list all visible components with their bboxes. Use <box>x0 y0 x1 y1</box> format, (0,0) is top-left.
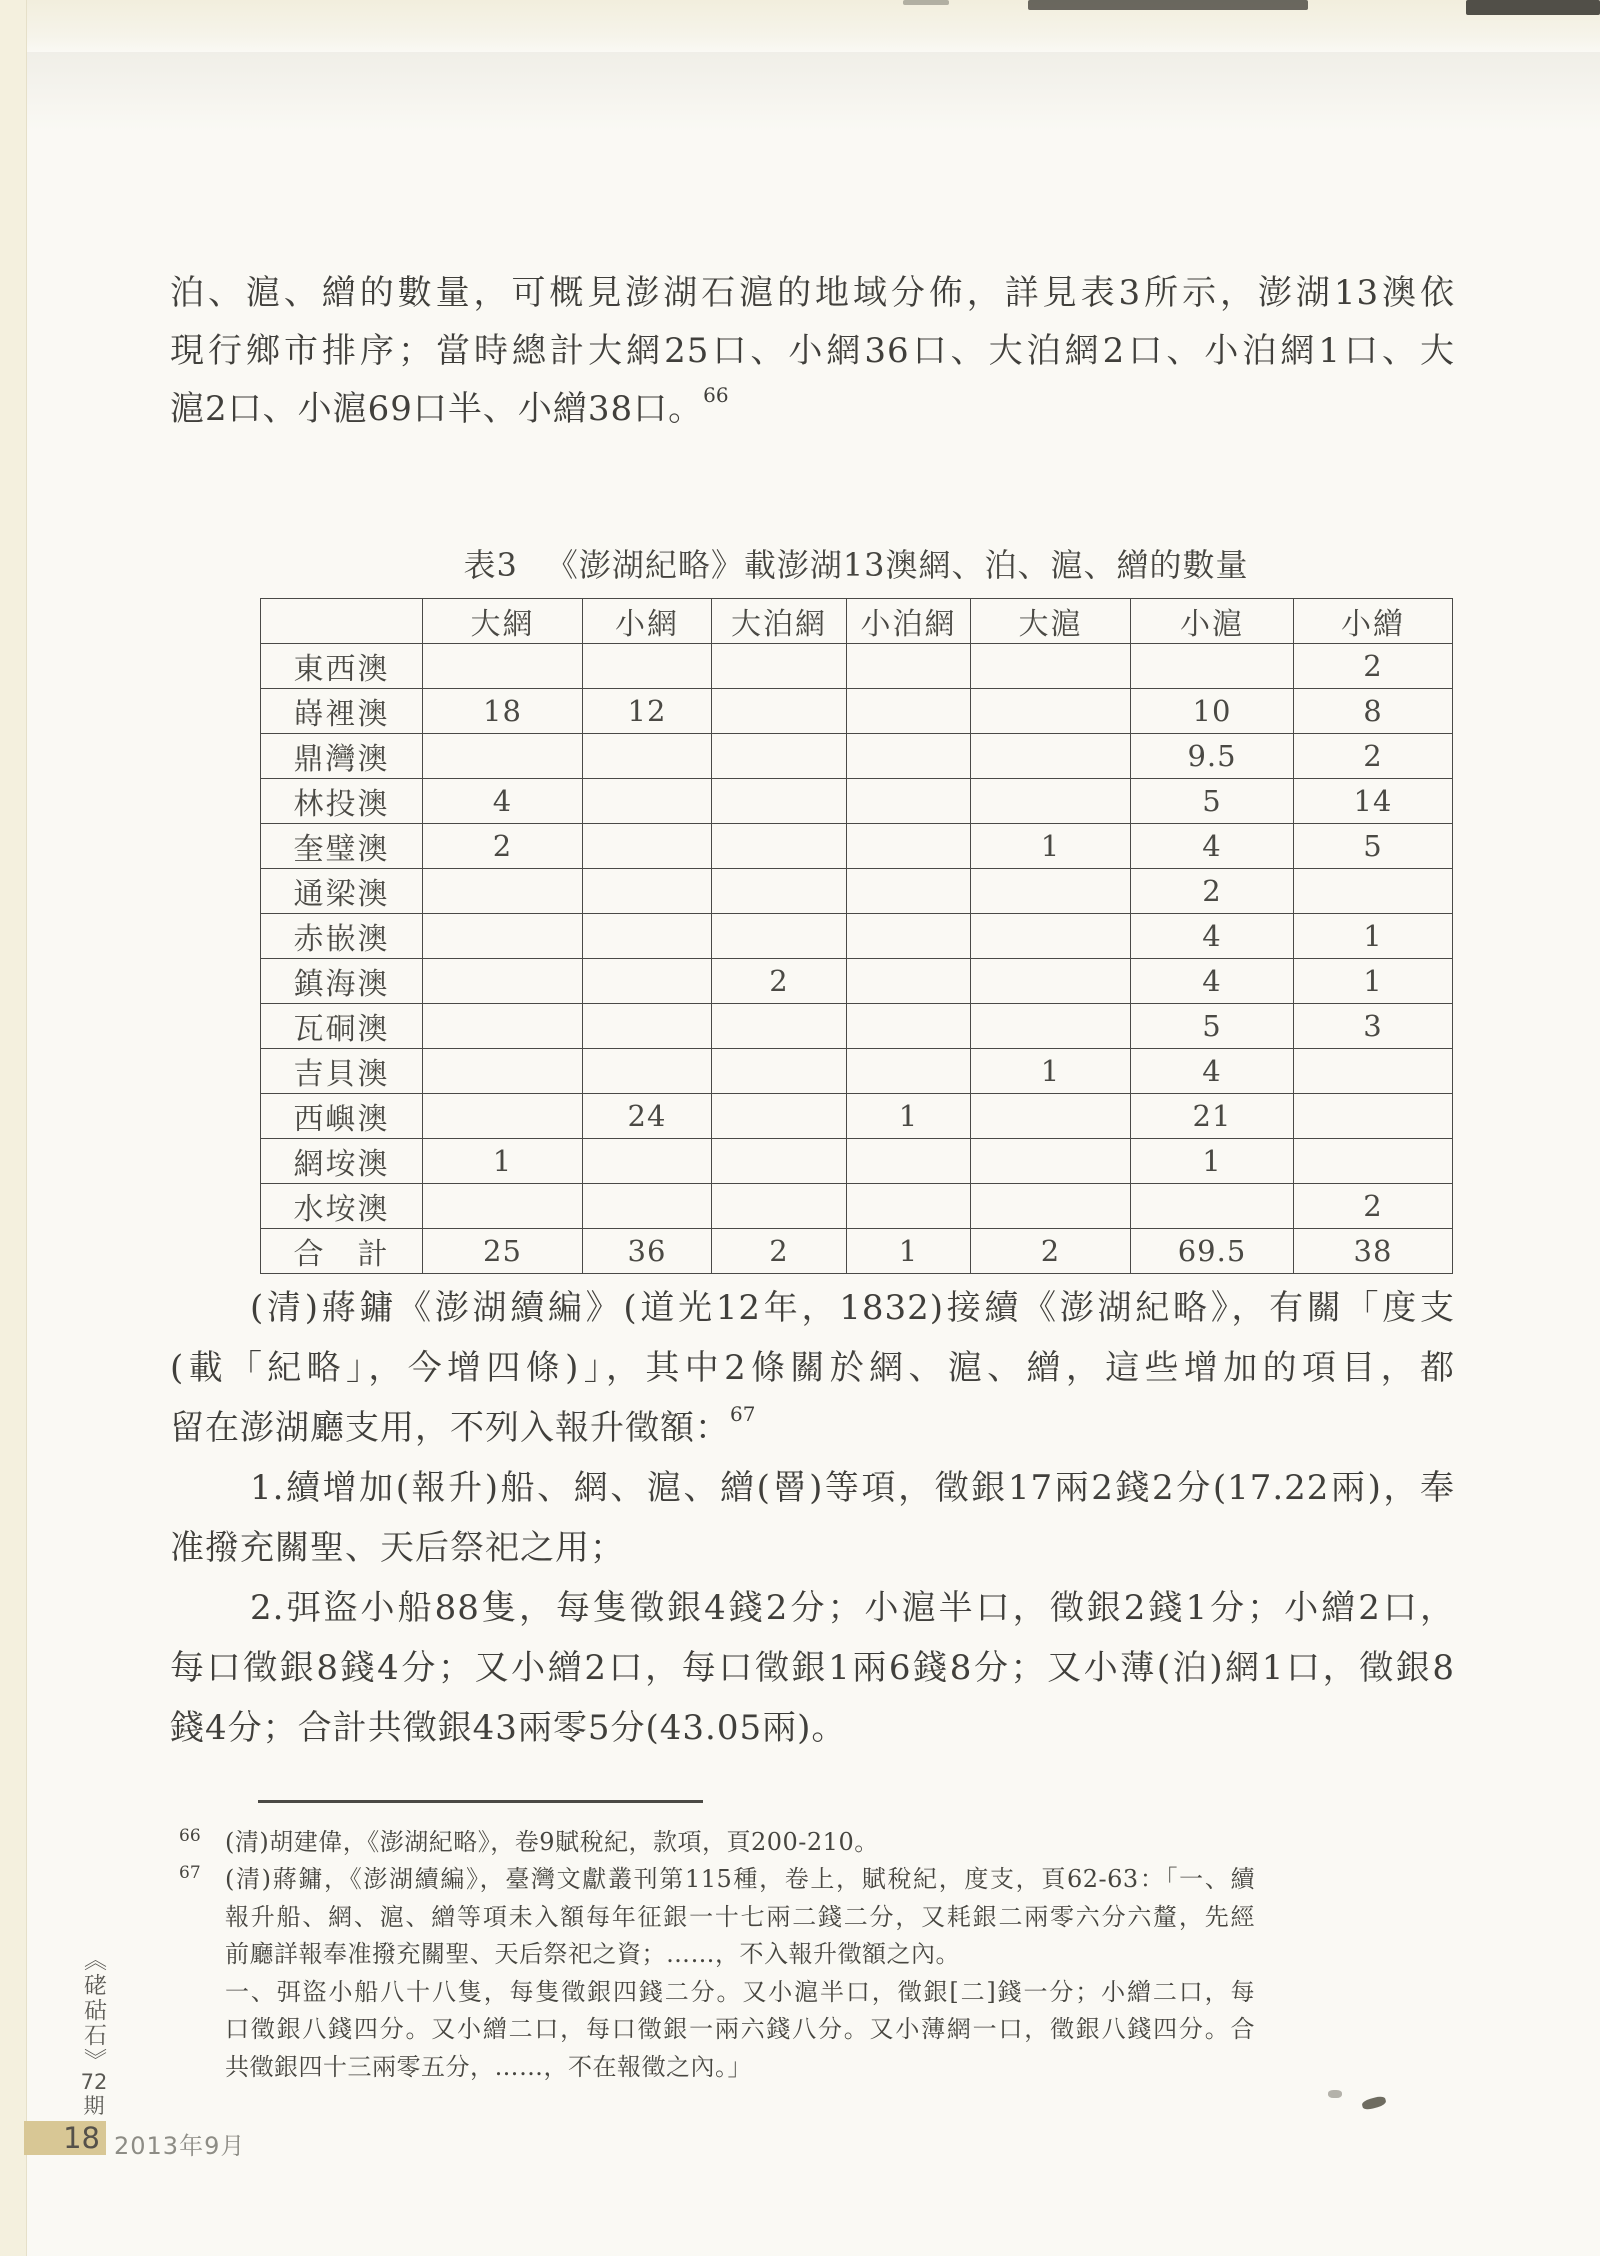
paragraph1-line2: 現行鄉市排序；當時總計大網25口、小網36口、大泊網2口、小泊網1口、大 <box>170 331 1455 371</box>
paragraph2-line2: (載「紀略」，今增四條)」，其中2條關於網、滬、繒，這些增加的項目，都 <box>170 1348 1455 1388</box>
table-cell <box>712 779 847 824</box>
table-row <box>261 824 1453 869</box>
table-cell <box>712 644 847 689</box>
table-cell: 2 <box>712 959 847 1004</box>
list-item2-line2: 每口徵銀8錢4分；又小繒2口，每口徵銀1兩6錢8分；又小薄(泊)網1口，徵銀8 <box>170 1648 1455 1688</box>
table-row-label: 西嶼澳 <box>261 1094 423 1139</box>
issue-number: 72 <box>80 2070 108 2094</box>
table-cell <box>712 1004 847 1049</box>
table-cell <box>423 1094 583 1139</box>
list-item1-line1: 1.續增加(報升)船、網、滬、繒(罾)等項，徵銀17兩2錢2分(17.22兩)，奉 <box>250 1468 1455 1508</box>
table-cell <box>712 1049 847 1094</box>
table-cell: 2 <box>423 824 583 869</box>
paragraph2-line3-text: 留在澎湖廳支用，不列入報升徵額： <box>170 1408 730 1448</box>
table-caption-label: 表3 <box>463 546 518 584</box>
table-column-header: 大網 <box>423 599 583 644</box>
footnote-66-text: (清)胡建偉，《澎湖紀略》，卷9賦稅紀，款項，頁200-210。 <box>225 1828 879 1856</box>
footnote-67-line2: 報升船、網、滬、繒等項未入額每年征銀一十七兩二錢二分，又耗銀二兩零六分六釐，先經 <box>225 1903 1255 1931</box>
paragraph2-line3 <box>170 1402 1455 1463</box>
table-cell: 4 <box>1131 959 1294 1004</box>
table-row-label: 水垵澳 <box>261 1184 423 1229</box>
table-cell: 2 <box>1294 734 1453 779</box>
table-cell <box>423 644 583 689</box>
table-cell: 8 <box>1294 689 1453 734</box>
table-row <box>261 914 1453 959</box>
table-cell <box>847 1049 971 1094</box>
table-cell <box>583 734 712 779</box>
paragraph2-line1: (清)蔣鏞《澎湖續編》(道光12年，1832)接續《澎湖紀略》，有關「度支 <box>250 1288 1455 1328</box>
table-column-header: 小繒 <box>1294 599 1453 644</box>
table-cell <box>971 869 1131 914</box>
issue-block <box>66 2070 122 2118</box>
list-item2-line3: 錢4分；合計共徵銀43兩零5分(43.05兩)。 <box>170 1708 847 1748</box>
table-cell: 21 <box>1131 1094 1294 1139</box>
table-cell <box>712 824 847 869</box>
table-cell: 4 <box>1131 824 1294 869</box>
table-cell <box>971 959 1131 1004</box>
table-cell <box>1294 1049 1453 1094</box>
footnote-ref-66: 66 <box>703 383 729 407</box>
table-column-header: 小網 <box>583 599 712 644</box>
table-caption-title: 《澎湖紀略》載澎湖13澳網、泊、滬、繒的數量 <box>545 546 1249 584</box>
table-cell <box>712 689 847 734</box>
page-number: 18 <box>63 2121 100 2155</box>
table-cell <box>847 1139 971 1184</box>
table-cell: 2 <box>712 1229 847 1274</box>
table-cell <box>1294 869 1453 914</box>
table-cell: 1 <box>847 1229 971 1274</box>
table-cell <box>847 734 971 779</box>
scan-artifact-bar <box>1028 0 1308 10</box>
list-item2-line1: 2.弭盜小船88隻，每隻徵銀4錢2分；小滬半口，徵銀2錢1分；小繒2口， <box>250 1588 1455 1628</box>
footnote-66 <box>179 1825 1255 1862</box>
footnote-67-line4: 一、弭盜小船八十八隻，每隻徵銀四錢二分。又小滬半口，徵銀[二]錢一分；小繒二口，每 <box>225 1978 1255 2006</box>
table-cell <box>847 1004 971 1049</box>
table-cell <box>712 734 847 779</box>
table-cell <box>847 824 971 869</box>
table-cell <box>583 959 712 1004</box>
table-cell: 24 <box>583 1094 712 1139</box>
table-cell <box>712 869 847 914</box>
table-cell: 5 <box>1294 824 1453 869</box>
table-column-header: 大滬 <box>971 599 1131 644</box>
table-row <box>261 1004 1453 1049</box>
table-cell <box>712 1139 847 1184</box>
table-cell: 5 <box>1131 1004 1294 1049</box>
table-row-label: 赤嵌澳 <box>261 914 423 959</box>
table-cell <box>423 1049 583 1094</box>
table-row <box>261 1049 1453 1094</box>
table-cell: 14 <box>1294 779 1453 824</box>
table-cell <box>423 734 583 779</box>
table-cell: 12 <box>583 689 712 734</box>
table-row <box>261 689 1453 734</box>
footnote-67-line1-text: (清)蔣鏞，《澎湖續編》，臺灣文獻叢刊第115種，卷上，賦稅紀，度支，頁62-63：「一、續 <box>225 1865 1255 1893</box>
table-cell: 4 <box>423 779 583 824</box>
table-cell: 9.5 <box>1131 734 1294 779</box>
table-cell <box>1294 1139 1453 1184</box>
footnote-66-marker: 66 <box>179 1826 201 1846</box>
table-row <box>261 644 1453 689</box>
footnote-67-line5: 口徵銀八錢四分。又小繒二口，每口徵銀一兩六錢八分。又小薄網一口，徵銀八錢四分。合 <box>225 2015 1255 2043</box>
table-cell: 2 <box>1131 869 1294 914</box>
penghu-table <box>260 598 1453 1274</box>
issue-unit: 期 <box>83 2094 105 2118</box>
table-cell <box>423 869 583 914</box>
table-cell: 36 <box>583 1229 712 1274</box>
table-cell: 18 <box>423 689 583 734</box>
table-cell <box>971 779 1131 824</box>
table-cell: 38 <box>1294 1229 1453 1274</box>
table-row <box>261 779 1453 824</box>
list-item1-line2: 准撥充關聖、天后祭祀之用； <box>170 1528 625 1568</box>
table-row-label: 鎮海澳 <box>261 959 423 1004</box>
table-cell <box>583 824 712 869</box>
table-cell <box>971 1094 1131 1139</box>
footnote-67-line3: 前廳詳報奉准撥充關聖、天后祭祀之資；……，不入報升徵額之內。 <box>225 1940 960 1968</box>
table-row-label: 吉貝澳 <box>261 1049 423 1094</box>
table-row <box>261 1229 1453 1274</box>
scan-speck <box>1361 2095 1387 2111</box>
footnote-separator <box>258 1800 703 1803</box>
table-cell: 1 <box>1131 1139 1294 1184</box>
table-row-label: 東西澳 <box>261 644 423 689</box>
table-cell <box>1131 1184 1294 1229</box>
scan-top-band <box>0 0 1600 52</box>
table-cell <box>847 779 971 824</box>
page-number-tab <box>24 2121 106 2155</box>
table-corner-cell <box>261 599 423 644</box>
table-cell <box>712 914 847 959</box>
scan-speck <box>1328 2090 1342 2098</box>
table-header-row <box>261 599 1453 644</box>
table-row <box>261 1184 1453 1229</box>
table-cell <box>423 959 583 1004</box>
journal-title-vertical: 《硓𥑮石》 <box>80 1948 106 2073</box>
table-cell <box>971 1139 1131 1184</box>
table-cell <box>847 644 971 689</box>
table-cell <box>971 734 1131 779</box>
paragraph1-line1: 泊、滬、繒的數量，可概見澎湖石滬的地域分佈，詳見表3所示，澎湖13澳依 <box>170 273 1455 313</box>
table-caption <box>260 540 1452 586</box>
table-row <box>261 734 1453 779</box>
table-column-header: 大泊網 <box>712 599 847 644</box>
table-cell <box>583 1184 712 1229</box>
table-row-label: 鼎灣澳 <box>261 734 423 779</box>
paragraph1-line3 <box>170 383 1455 444</box>
footnote-67-line6: 共徵銀四十三兩零五分，……，不在報徵之內。」 <box>225 2053 752 2081</box>
table-cell <box>1131 644 1294 689</box>
table-row <box>261 869 1453 914</box>
table-cell <box>847 1184 971 1229</box>
table-cell: 2 <box>1294 1184 1453 1229</box>
table-cell: 1 <box>423 1139 583 1184</box>
table-cell <box>971 1004 1131 1049</box>
table-cell: 69.5 <box>1131 1229 1294 1274</box>
table-column-header: 小滬 <box>1131 599 1294 644</box>
table-row <box>261 959 1453 1004</box>
table-cell <box>583 1139 712 1184</box>
table-cell: 2 <box>1294 644 1453 689</box>
scan-top-shading <box>0 52 1600 132</box>
table-cell <box>847 689 971 734</box>
table-cell: 25 <box>423 1229 583 1274</box>
table-cell <box>423 1184 583 1229</box>
table-cell <box>847 914 971 959</box>
table-cell <box>712 1184 847 1229</box>
table-cell <box>847 869 971 914</box>
table-row <box>261 1139 1453 1184</box>
footnote-67-line1 <box>179 1862 1255 1899</box>
table-row-label: 合 計 <box>261 1229 423 1274</box>
table-cell <box>1294 1094 1453 1139</box>
table-cell <box>971 689 1131 734</box>
table-row-label: 林投澳 <box>261 779 423 824</box>
table-cell <box>423 914 583 959</box>
table-cell <box>583 914 712 959</box>
footnote-ref-67: 67 <box>730 1402 756 1426</box>
paragraph1-line3-text: 滬2口、小滬69口半、小繒38口。 <box>170 389 704 429</box>
table-cell <box>583 869 712 914</box>
table-cell <box>583 1004 712 1049</box>
table-cell: 1 <box>1294 959 1453 1004</box>
table-cell <box>583 779 712 824</box>
table-cell <box>712 1094 847 1139</box>
table-cell: 3 <box>1294 1004 1453 1049</box>
table-row <box>261 1094 1453 1139</box>
table-row-label: 奎璧澳 <box>261 824 423 869</box>
page-edge-stripe <box>0 0 27 2256</box>
table-cell <box>971 914 1131 959</box>
table-cell: 1 <box>847 1094 971 1139</box>
table-cell <box>971 1184 1131 1229</box>
scan-artifact-bar <box>903 0 949 5</box>
table-column-header: 小泊網 <box>847 599 971 644</box>
table-cell: 10 <box>1131 689 1294 734</box>
table-cell <box>423 1004 583 1049</box>
table-row-label: 網垵澳 <box>261 1139 423 1184</box>
table-cell: 5 <box>1131 779 1294 824</box>
issue-date: 2013年9月 <box>114 2132 246 2160</box>
table-cell: 1 <box>1294 914 1453 959</box>
footnote-67-marker: 67 <box>179 1863 201 1883</box>
table-cell <box>847 959 971 1004</box>
table-cell: 4 <box>1131 914 1294 959</box>
scan-artifact-bar <box>1466 0 1600 15</box>
table-cell <box>583 644 712 689</box>
table-cell <box>971 644 1131 689</box>
table-cell: 4 <box>1131 1049 1294 1094</box>
table-row-label: 嵵裡澳 <box>261 689 423 734</box>
table-row-label: 通梁澳 <box>261 869 423 914</box>
table-cell: 1 <box>971 824 1131 869</box>
table-row-label: 瓦硐澳 <box>261 1004 423 1049</box>
table-cell: 1 <box>971 1049 1131 1094</box>
table-cell <box>583 1049 712 1094</box>
table-cell: 2 <box>971 1229 1131 1274</box>
